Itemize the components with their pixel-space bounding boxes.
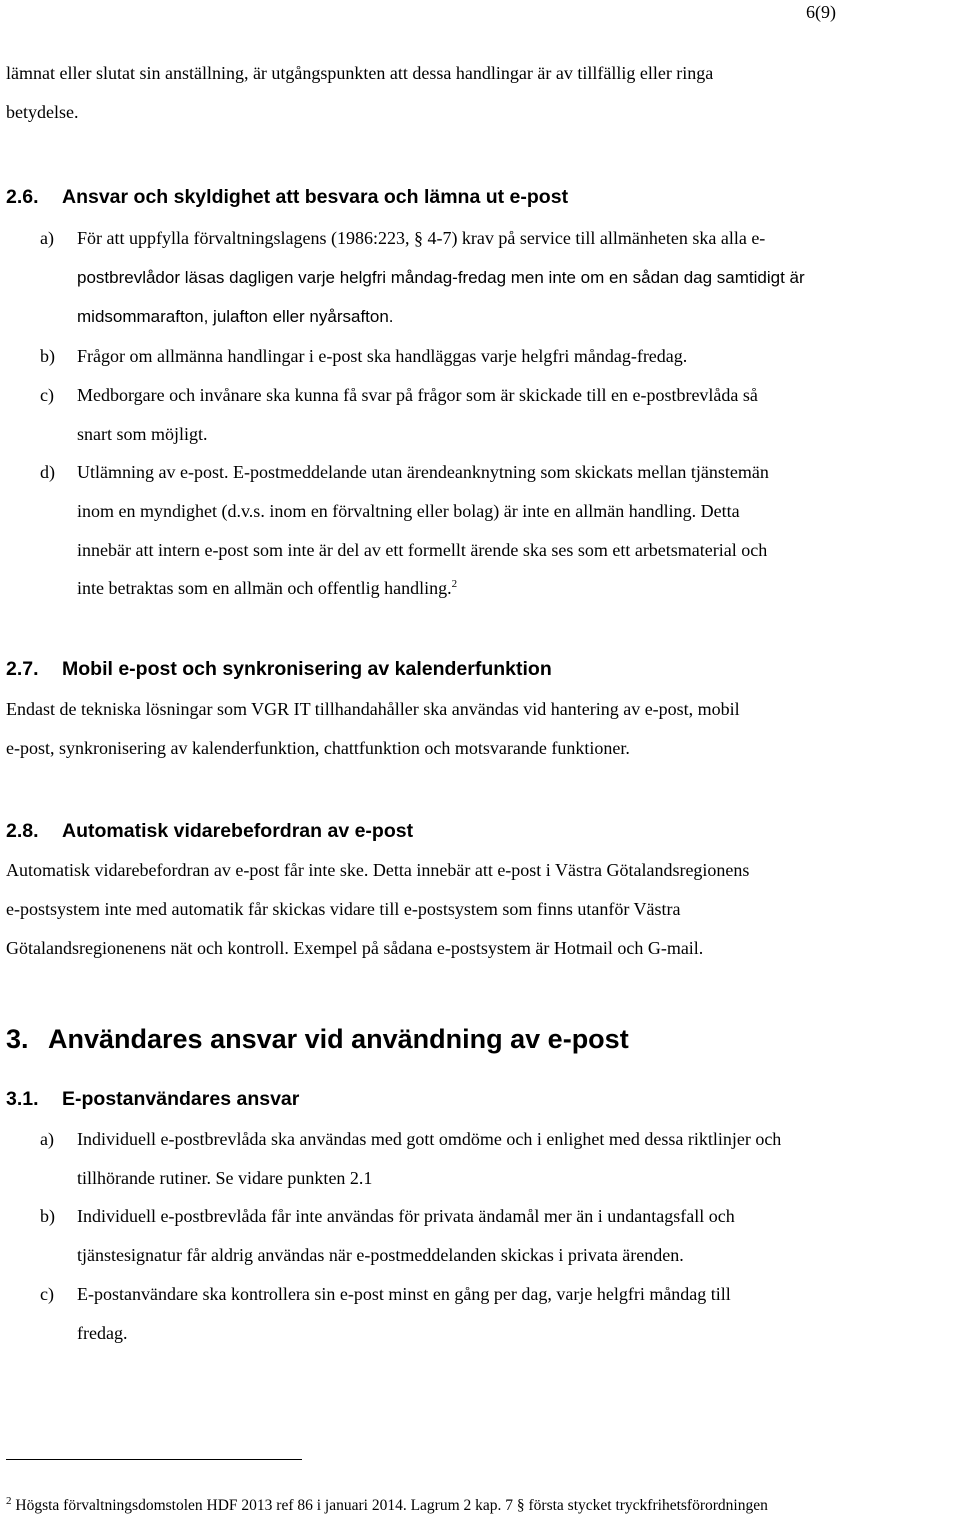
footnote-text: Högsta förvaltningsdomstolen HDF 2013 ref 86 i januari 2014. Lagrum 2 kap. 7 § första stycket tryckfrihetsförordningen [15,1497,768,1514]
item-line: Frågor om allmänna handlingar i e-post ska handläggas varje helgfri måndag-fredag. [77,346,688,367]
item-line: tjänstesignatur får aldrig användas när e-postmeddelanden skickas i privata ärenden. [77,1245,684,1266]
intro-paragraph [6,54,956,132]
list-item [0,376,958,453]
heading-number: 2.8. [6,820,39,842]
list-item [0,1120,958,1197]
paragraph-2-8 [6,851,956,968]
heading-number: 3. [6,1024,29,1054]
list-2-6 [0,219,958,608]
paragraph-line: Götalandsregionenens nät och kontroll. Exempel på sådana e-postsystem är Hotmail och G-mail. [6,938,704,958]
heading-2-8 [6,820,413,843]
paragraph-line: Endast de tekniska lösningar som VGR IT tillhandahåller ska användas vid hantering av e-post, mobil [6,699,740,719]
paragraph-line: Automatisk vidarebefordran av e-post får inte ske. Detta innebär att e-post i Västra Götalandsregionens [6,860,750,880]
item-line: innebär att intern e-post som inte är del av ett formellt ärende ska ses som ett arbetsmaterial och [77,539,768,560]
paragraph-line: e-post, synkronisering av kalenderfunktion, chattfunktion och motsvarande funktioner. [6,738,630,758]
heading-title: Mobil e-post och synkronisering av kalenderfunktion [62,658,552,680]
heading-3-1 [6,1088,299,1111]
heading-title: Automatisk vidarebefordran av e-post [62,820,414,842]
paragraph-2-7 [6,690,956,768]
heading-2-6 [6,186,568,209]
list-label: a) [40,228,54,248]
item-line: fredag. [77,1322,128,1343]
list-label: c) [40,384,54,405]
heading-number: 2.6. [6,186,39,208]
list-item [0,453,958,608]
item-line: Utlämning av e-post. E-postmeddelande utan ärendeanknytning som skickats mellan tjänstemän [77,462,769,483]
intro-line: lämnat eller slutat sin anställning, är utgångspunkten att dessa handlingar är av tillfällig eller ringa [6,63,714,83]
heading-title: Användares ansvar vid användning av e-post [48,1024,629,1054]
heading-title: E-postanvändares ansvar [62,1088,300,1110]
footnote-separator [6,1459,302,1460]
list-item [0,337,958,376]
item-line: Individuell e-postbrevlåda får inte användas för privata ändamål mer än i undantagsfall och [77,1206,735,1227]
list-label: d) [40,462,55,483]
list-item [0,1197,958,1274]
footnote-number: 2 [6,1494,12,1507]
heading-number: 3.1. [6,1088,39,1110]
footnote-reference[interactable]: 2 [451,578,458,591]
list-3-1 [0,1120,958,1352]
item-line: inom en myndighet (d.v.s. inom en förvaltning eller bolag) är inte en allmän handling. Detta [77,500,740,521]
intro-line: betydelse. [6,102,79,122]
list-item [0,1275,958,1352]
footnote [6,1494,768,1515]
item-line: snart som möjligt. [77,423,208,444]
item-line: E-postanvändare ska kontrollera sin e-post minst en gång per dag, varje helgfri måndag till [77,1283,731,1304]
item-line: inte betraktas som en allmän och offentlig handling. [77,578,452,599]
list-label: c) [40,1283,54,1304]
list-label: b) [40,346,55,367]
item-line: midsommarafton, julafton eller nyårsafton. [77,307,394,327]
list-label: a) [40,1129,54,1149]
item-line: Individuell e-postbrevlåda ska användas med gott omdöme och i enlighet med dessa riktlinjer och [77,1129,782,1149]
item-line: Medborgare och invånare ska kunna få svar på frågor som är skickade till en e-postbrevlåda så [77,384,758,405]
item-line: tillhörande rutiner. Se vidare punkten 2.1 [77,1167,373,1188]
item-line: postbrevlådor läsas dagligen varje helgfri måndag-fredag men inte om en sådan dag samtidigt är [77,267,805,287]
page-number: 6(9) [806,2,836,22]
heading-2-7 [6,658,552,681]
heading-3 [6,1024,629,1055]
paragraph-line: e-postsystem inte med automatik får skickas vidare till e-postsystem som finns utanför Västra [6,899,681,919]
list-item [0,219,958,337]
item-line: För att uppfylla förvaltningslagens (1986:223, § 4-7) krav på service till allmänheten ska alla e- [77,228,766,248]
list-label: b) [40,1206,55,1227]
heading-number: 2.7. [6,658,39,680]
heading-title: Ansvar och skyldighet att besvara och lämna ut e-post [62,186,569,208]
